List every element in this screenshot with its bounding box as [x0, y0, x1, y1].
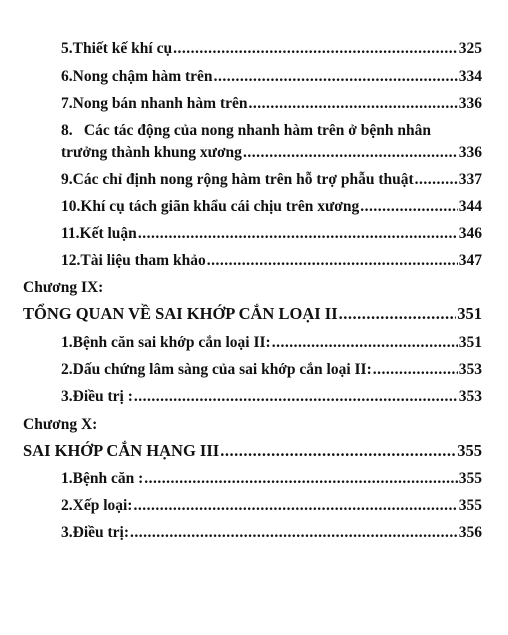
toc-entry [61, 524, 482, 542]
entry-page: 356 [458, 524, 482, 541]
entry-title: Thiết kế khí cụ [72, 40, 173, 57]
toc-entry [61, 334, 482, 352]
entry-title: Nong chậm hàm trên [72, 68, 213, 85]
toc-entry [61, 252, 482, 270]
entry-title: Bệnh căn : [72, 470, 144, 487]
toc-entry-line2 [61, 144, 482, 162]
entry-page: 336 [458, 95, 482, 112]
toc-entry [61, 470, 482, 488]
entry-title-continued: trưởng thành khung xương [61, 144, 242, 161]
chapter-label: Chương X: [23, 416, 98, 433]
entry-number: 10. [61, 198, 81, 215]
dot-leader [243, 144, 458, 162]
chapter-title-entry [23, 305, 482, 323]
entry-number: 1. [61, 334, 73, 351]
dot-leader [220, 442, 456, 460]
dot-leader [415, 171, 458, 189]
toc-entry [61, 388, 482, 406]
entry-page: 355 [458, 497, 482, 514]
toc-entry [61, 171, 482, 189]
entry-page: 355 [457, 441, 482, 460]
chapter-title: SAI KHỚP CẮN HẠNG III [23, 441, 220, 460]
entry-number: 6. [61, 68, 73, 85]
entry-title: Điều trị: [72, 524, 130, 541]
dot-leader [272, 334, 458, 352]
entry-number: 3. [61, 524, 73, 541]
entry-number: 9. [61, 171, 73, 188]
entry-title: Các chỉ định nong rộng hàm trên hỗ trợ phẫu thuật [72, 171, 414, 188]
dot-leader [144, 470, 458, 488]
entry-number: 5. [61, 40, 73, 57]
entry-title: Kết luận [79, 225, 137, 242]
entry-title: Nong bán nhanh hàm trên [72, 95, 248, 112]
toc-entry-line1 [61, 122, 431, 140]
entry-page: 351 [458, 334, 482, 351]
entry-number: 2. [61, 361, 73, 378]
entry-number: 3. [61, 388, 73, 405]
chapter-label: Chương IX: [23, 279, 104, 296]
dot-leader [173, 40, 458, 58]
entry-page: 353 [458, 388, 482, 405]
entry-number: 7. [61, 95, 73, 112]
toc-entry [61, 95, 482, 113]
entry-page: 344 [458, 198, 482, 215]
entry-number: 1. [61, 470, 73, 487]
entry-number: 11. [61, 225, 80, 242]
toc-entry [61, 68, 482, 86]
dot-leader [373, 361, 458, 379]
dot-leader [214, 68, 458, 86]
chapter-title-entry [23, 442, 482, 460]
toc-entry [61, 497, 482, 515]
entry-page: 337 [458, 171, 482, 188]
toc-entry [61, 225, 482, 243]
chapter-title: TỔNG QUAN VỀ SAI KHỚP CẮN LOẠI II [23, 304, 338, 323]
dot-leader [130, 524, 458, 542]
entry-title: Xếp loại: [72, 497, 133, 514]
entry-page: 347 [458, 252, 482, 269]
entry-number: 2. [61, 497, 73, 514]
dot-leader [248, 95, 457, 113]
entry-title: Bệnh căn sai khớp cắn loại II: [72, 334, 271, 351]
entry-number: 12. [61, 252, 81, 269]
dot-leader [134, 388, 458, 406]
dot-leader [138, 225, 458, 243]
dot-leader [133, 497, 457, 515]
toc-entry [61, 198, 482, 216]
entry-page: 353 [458, 361, 482, 378]
entry-number: 8. [61, 122, 73, 139]
dot-leader [360, 198, 458, 216]
entry-title: Khí cụ tách giãn khẩu cái chịu trên xương [80, 198, 360, 215]
entry-title: Tài liệu tham khảo [80, 252, 206, 269]
entry-page: 346 [458, 225, 482, 242]
entry-title: Dấu chứng lâm sàng của sai khớp cắn loại II: [72, 361, 372, 378]
dot-leader [207, 252, 458, 270]
entry-page: 325 [458, 40, 482, 57]
entry-page: 336 [458, 144, 482, 161]
entry-title: Các tác động của nong nhanh hàm trên ở bệnh nhân [83, 122, 431, 139]
entry-title: Điều trị : [72, 388, 133, 405]
toc-entry [61, 361, 482, 379]
entry-page: 355 [458, 470, 482, 487]
entry-page: 351 [457, 304, 482, 323]
toc-entry [61, 40, 482, 58]
dot-leader [339, 305, 457, 323]
entry-page: 334 [458, 68, 482, 85]
